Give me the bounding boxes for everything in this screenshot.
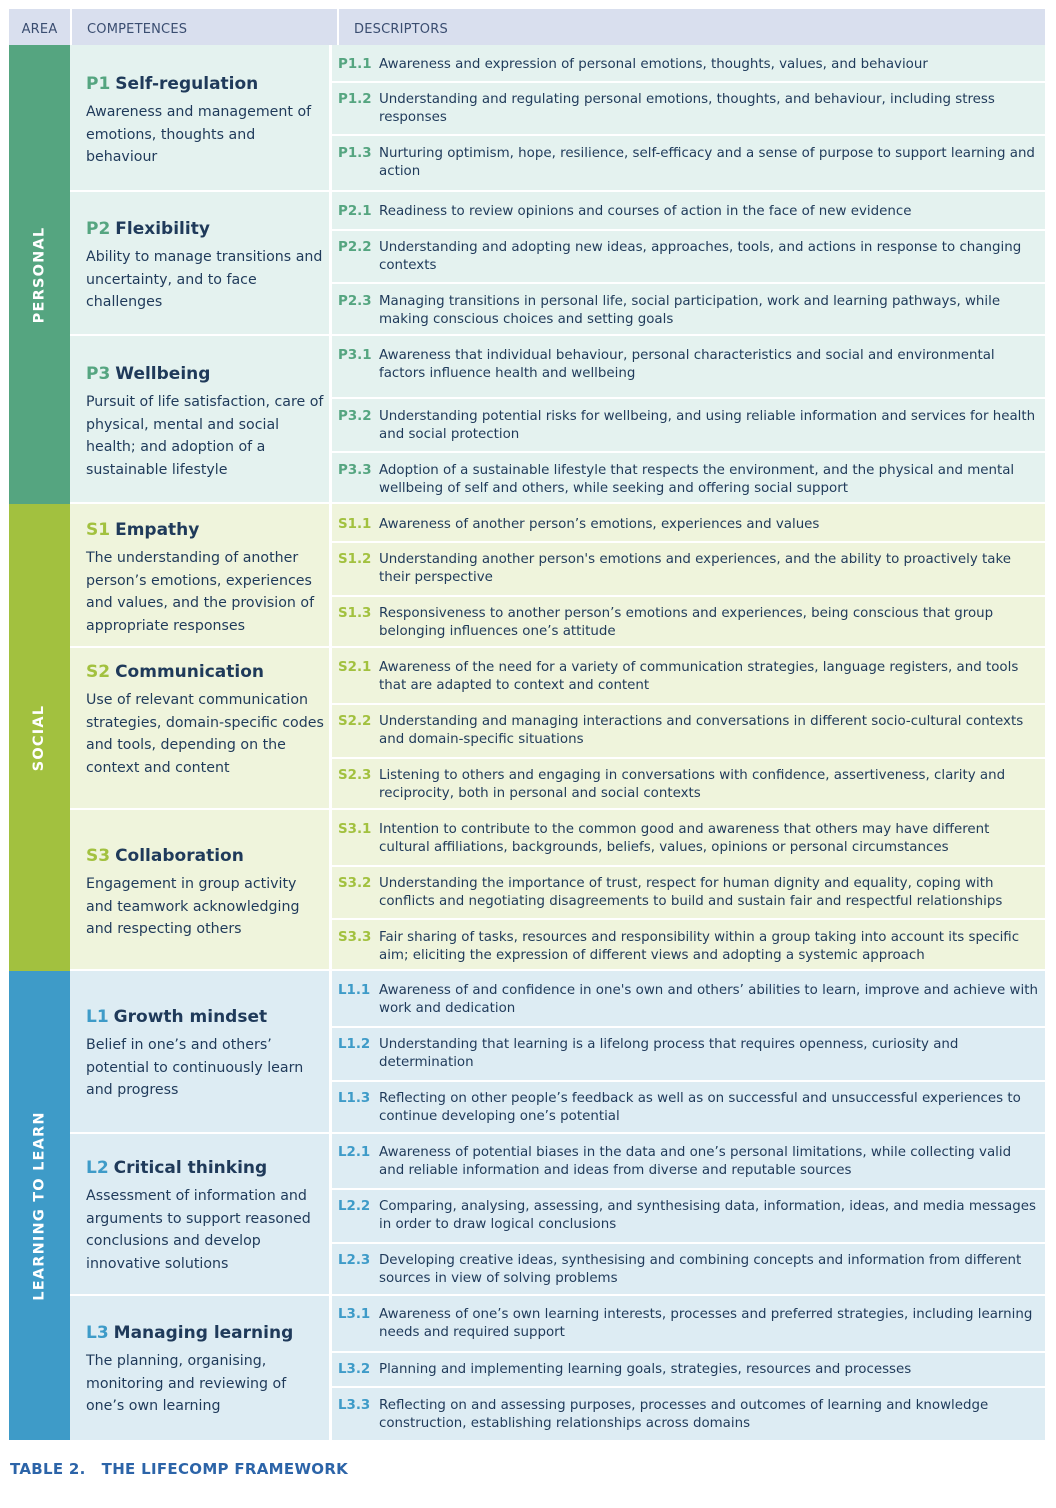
competence-name: Growth mindset bbox=[113, 1007, 268, 1027]
descriptor-code: P1.2 bbox=[338, 92, 372, 107]
descriptor-text: Readiness to review opinions and courses of action in the face of new evidence bbox=[379, 204, 912, 219]
competence-description: Use of relevant communication strategies, domain-specific codes and tools, depending on the context and content bbox=[86, 692, 324, 776]
table-header bbox=[9, 9, 1045, 45]
descriptor-text: Understanding another person's emotions and experiences, and the ability to proactively take their perspective bbox=[379, 552, 1012, 585]
header-separator bbox=[70, 9, 72, 45]
descriptor-code: S3.2 bbox=[338, 876, 372, 891]
descriptor-code: S3.3 bbox=[338, 930, 372, 945]
descriptor-code: L1.1 bbox=[338, 983, 371, 998]
competence-cell bbox=[70, 1158, 329, 1275]
descriptor-code: P1.1 bbox=[338, 57, 372, 72]
descriptor-text: Nurturing optimism, hope, resilience, self-efficacy and a sense of purpose to support learning and action bbox=[379, 146, 1035, 179]
descriptor-separator bbox=[329, 1386, 1045, 1388]
descriptor-text: Awareness of the need for a variety of communication strategies, language registers, and tools that are adapted to context and content bbox=[379, 660, 1019, 693]
column-separator bbox=[329, 192, 332, 336]
competence-title bbox=[70, 520, 329, 540]
descriptor-separator bbox=[329, 918, 1045, 920]
competence-title bbox=[70, 1158, 329, 1178]
header-competences: COMPETENCES bbox=[87, 22, 188, 37]
descriptor-separator bbox=[329, 282, 1045, 284]
descriptor-code: S1.3 bbox=[338, 606, 372, 621]
descriptor-code: L2.1 bbox=[338, 1145, 371, 1160]
column-separator bbox=[329, 810, 332, 971]
descriptor-text: Intention to contribute to the common good and awareness that others may have different cultural affiliations, backgrounds, beliefs, values, opinions or personal circumstances bbox=[379, 822, 990, 855]
descriptor-separator bbox=[329, 1188, 1045, 1190]
competence-description: Assessment of information and arguments to support reasoned conclusions and develop innovative solutions bbox=[86, 1188, 311, 1272]
competence-name: Critical thinking bbox=[113, 1158, 268, 1178]
competence-code: P1 bbox=[86, 74, 111, 94]
descriptor-text: Understanding and managing interactions and conversations in different socio-cultural contexts and domain-specific situations bbox=[379, 714, 1024, 747]
competence-description: Ability to manage transitions and uncertainty, and to face challenges bbox=[86, 249, 323, 310]
header-area: AREA bbox=[21, 22, 58, 37]
descriptor-code: L3.2 bbox=[338, 1362, 371, 1377]
competence-title bbox=[70, 364, 329, 384]
descriptor-code: P3.3 bbox=[338, 463, 372, 478]
competence-cell bbox=[70, 662, 329, 779]
descriptor-text: Adoption of a sustainable lifestyle that respects the environment, and the physical and mental wellbeing of self and others, while seeking and offering social support bbox=[379, 463, 1015, 496]
descriptor-text: Fair sharing of tasks, resources and responsibility within a group taking into account its specific aim; eliciting the expression of different views and adopting a systemic approach bbox=[379, 930, 1020, 963]
descriptor-text: Understanding potential risks for wellbeing, and using reliable information and services for health and social protection bbox=[379, 409, 1036, 442]
descriptor-code: L1.2 bbox=[338, 1037, 371, 1052]
descriptor-code: P3.1 bbox=[338, 348, 372, 363]
competence-title bbox=[70, 1323, 329, 1343]
competence-name: Empathy bbox=[115, 520, 200, 540]
competence-code: L2 bbox=[86, 1158, 109, 1178]
descriptor-text: Awareness of one’s own learning interests, processes and preferred strategies, including learning needs and required support bbox=[379, 1307, 1033, 1340]
competence-name: Communication bbox=[115, 662, 264, 682]
descriptor-text: Responsiveness to another person’s emotions and experiences, being conscious that group belonging influences one’s attitude bbox=[379, 606, 994, 639]
competence-description: Engagement in group activity and teamwork acknowledging and respecting others bbox=[86, 876, 300, 937]
column-separator bbox=[329, 1296, 332, 1440]
competence-description: Pursuit of life satisfaction, care of physical, mental and social health; and adoption of a sustainable lifestyle bbox=[86, 394, 324, 478]
competence-code: L1 bbox=[86, 1007, 109, 1027]
descriptor-text: Reflecting on other people’s feedback as well as on successful and unsuccessful experiences to continue developing one’s potential bbox=[379, 1091, 1021, 1124]
area-label: LEARNING TO LEARN bbox=[31, 1110, 48, 1301]
area-label: SOCIAL bbox=[31, 704, 48, 771]
descriptor-separator bbox=[329, 451, 1045, 453]
descriptor-code: S3.1 bbox=[338, 822, 372, 837]
competence-description: Awareness and management of emotions, thoughts and behaviour bbox=[86, 104, 312, 165]
area-band-learning-to-learn bbox=[9, 971, 70, 1440]
descriptor-code: L1.3 bbox=[338, 1091, 371, 1106]
descriptor-separator bbox=[329, 757, 1045, 759]
competence-title bbox=[70, 219, 329, 239]
competence-title bbox=[70, 846, 329, 866]
competence-cell bbox=[70, 219, 329, 314]
competence-title bbox=[70, 662, 329, 682]
competence-name: Managing learning bbox=[113, 1323, 294, 1343]
descriptor-code: S1.2 bbox=[338, 552, 372, 567]
descriptor-text: Reflecting on and assessing purposes, processes and outcomes of learning and knowledge construction, establishing relationships across domains bbox=[379, 1398, 989, 1431]
descriptor-text: Awareness that individual behaviour, personal characteristics and social and environmental factors influence health and wellbeing bbox=[379, 348, 995, 381]
competence-cell bbox=[70, 1323, 329, 1418]
descriptor-separator bbox=[329, 541, 1045, 543]
competence-code: P2 bbox=[86, 219, 111, 239]
competence-cell bbox=[70, 74, 329, 169]
descriptor-separator bbox=[329, 397, 1045, 399]
caption-number: TABLE 2. bbox=[10, 1460, 86, 1478]
competence-description: The understanding of another person’s emotions, experiences and values, and the provision of appropriate responses bbox=[86, 550, 315, 634]
descriptor-text: Understanding and adopting new ideas, approaches, tools, and actions in response to changing contexts bbox=[379, 240, 1022, 273]
descriptor-separator bbox=[329, 229, 1045, 231]
descriptor-code: S2.3 bbox=[338, 768, 372, 783]
descriptor-text: Planning and implementing learning goals, strategies, resources and processes bbox=[379, 1362, 912, 1377]
descriptor-text: Managing transitions in personal life, social participation, work and learning pathways, while making conscious choices and setting goals bbox=[379, 294, 1001, 327]
descriptor-text: Listening to others and engaging in conversations with confidence, assertiveness, clarity and reciprocity, both in personal and social contexts bbox=[379, 768, 1006, 801]
caption-title: THE LIFECOMP FRAMEWORK bbox=[101, 1460, 349, 1478]
column-separator bbox=[329, 1134, 332, 1296]
descriptor-separator bbox=[329, 595, 1045, 597]
descriptor-text: Understanding that learning is a lifelong process that requires openness, curiosity and determination bbox=[379, 1037, 959, 1070]
competence-name: Self-regulation bbox=[115, 74, 259, 94]
descriptor-code: S1.1 bbox=[338, 517, 372, 532]
descriptor-code: L3.3 bbox=[338, 1398, 371, 1413]
descriptor-separator bbox=[329, 1026, 1045, 1028]
descriptor-separator bbox=[329, 1080, 1045, 1082]
competence-cell bbox=[70, 1007, 329, 1102]
descriptor-code: P2.2 bbox=[338, 240, 372, 255]
descriptor-separator bbox=[329, 81, 1045, 83]
descriptor-code: L3.1 bbox=[338, 1307, 371, 1322]
descriptor-separator bbox=[329, 703, 1045, 705]
descriptor-separator bbox=[329, 1351, 1045, 1353]
descriptor-text: Developing creative ideas, synthesising and combining concepts and information from different sources in view of solving problems bbox=[379, 1253, 1022, 1286]
header-separator bbox=[337, 9, 339, 45]
competence-description: Belief in one’s and others’ potential to continuously learn and progress bbox=[86, 1037, 304, 1098]
descriptor-code: L2.2 bbox=[338, 1199, 371, 1214]
descriptor-text: Awareness of another person’s emotions, experiences and values bbox=[379, 517, 820, 532]
descriptor-code: L2.3 bbox=[338, 1253, 371, 1268]
competence-code: L3 bbox=[86, 1323, 109, 1343]
descriptor-text: Understanding and regulating personal emotions, thoughts, and behaviour, including stress responses bbox=[379, 92, 995, 125]
competence-cell bbox=[70, 520, 329, 637]
descriptor-code: P2.3 bbox=[338, 294, 372, 309]
competence-title bbox=[70, 74, 329, 94]
column-separator bbox=[329, 504, 332, 648]
descriptor-text: Awareness of potential biases in the data and one’s personal limitations, while collecting valid and reliable information and ideas from diverse and reputable sources bbox=[379, 1145, 1012, 1178]
descriptor-text: Awareness and expression of personal emotions, thoughts, values, and behaviour bbox=[379, 57, 928, 72]
competence-name: Collaboration bbox=[115, 846, 244, 866]
descriptor-text: Comparing, analysing, assessing, and synthesising data, information, ideas, and media messages in order to draw logical conclusions bbox=[379, 1199, 1036, 1232]
descriptor-separator bbox=[329, 865, 1045, 867]
descriptor-separator bbox=[329, 1242, 1045, 1244]
competence-name: Flexibility bbox=[115, 219, 210, 239]
descriptor-code: P3.2 bbox=[338, 409, 372, 424]
column-separator bbox=[329, 336, 332, 504]
descriptor-code: S2.1 bbox=[338, 660, 372, 675]
competence-cell bbox=[70, 364, 329, 481]
competence-name: Wellbeing bbox=[115, 364, 211, 384]
descriptor-text: Understanding the importance of trust, respect for human dignity and equality, coping with conflicts and negotiating disagreements to build and sustain fair and respectful relationships bbox=[379, 876, 1003, 909]
column-separator bbox=[329, 45, 332, 192]
area-band-social bbox=[9, 504, 70, 971]
competence-cell bbox=[70, 846, 329, 941]
column-separator bbox=[329, 971, 332, 1134]
competence-code: S1 bbox=[86, 520, 111, 540]
table-caption bbox=[10, 1460, 348, 1478]
competence-code: S2 bbox=[86, 662, 111, 682]
competence-title bbox=[70, 1007, 329, 1027]
competence-code: P3 bbox=[86, 364, 111, 384]
area-band-personal bbox=[9, 45, 70, 504]
descriptor-text: Awareness of and confidence in one's own and others’ abilities to learn, improve and achieve with work and dedication bbox=[379, 983, 1038, 1016]
descriptor-code: P1.3 bbox=[338, 146, 372, 161]
competence-code: S3 bbox=[86, 846, 111, 866]
descriptor-code: S2.2 bbox=[338, 714, 372, 729]
header-descriptors: DESCRIPTORS bbox=[354, 22, 448, 37]
column-separator bbox=[329, 648, 332, 810]
descriptor-code: P2.1 bbox=[338, 204, 372, 219]
descriptor-separator bbox=[329, 134, 1045, 136]
area-label: PERSONAL bbox=[31, 226, 48, 323]
competence-description: The planning, organising, monitoring and reviewing of one’s own learning bbox=[86, 1353, 287, 1414]
